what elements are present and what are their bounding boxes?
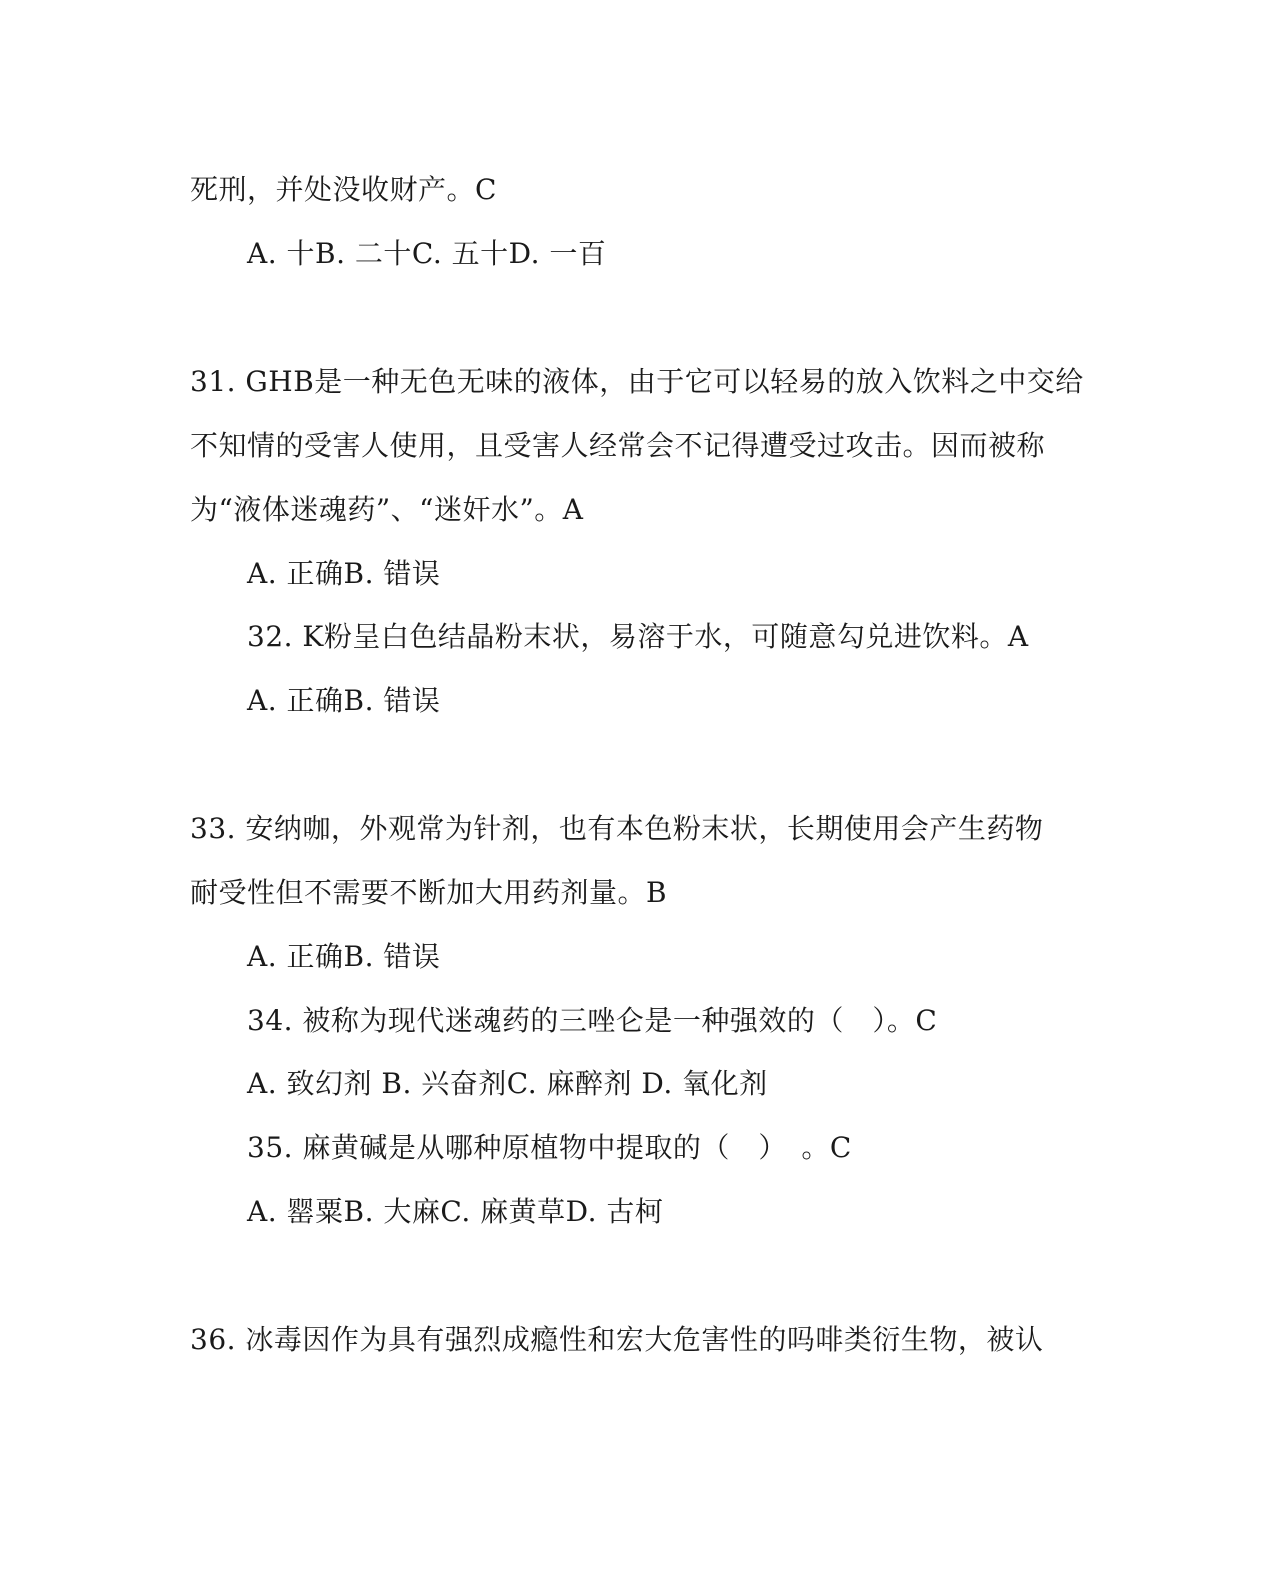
options-line: A. 正确B. 错误 (247, 557, 441, 590)
question-31-line-1: 31. GHB是一种无色无味的液体，由于它可以轻易的放入饮料之中交给 (190, 365, 1084, 398)
question-33-line-2: 耐受性但不需要不断加大用药剂量。B (190, 876, 668, 909)
options-line: A. 十B. 二十C. 五十D. 一百 (247, 237, 607, 270)
question-36-line-1: 36. 冰毒因作为具有强烈成瘾性和宏大危害性的吗啡类衍生物，被认 (190, 1323, 1044, 1356)
options-line: A. 正确B. 错误 (247, 940, 441, 973)
question-31-line-3: 为“液体迷魂药”、“迷奸水”。A (190, 493, 584, 526)
question-34: 34. 被称为现代迷魂药的三唑仑是一种强效的（ ）。C (247, 1004, 938, 1037)
options-line: A. 罂粟B. 大麻C. 麻黄草D. 古柯 (247, 1195, 664, 1228)
options-line: A. 正确B. 错误 (247, 684, 441, 717)
options-line: A. 致幻剂 B. 兴奋剂C. 麻醉剂 D. 氧化剂 (247, 1067, 768, 1100)
text-line-death-penalty: 死刑，并处没收财产。C (190, 173, 497, 206)
question-31-line-2: 不知情的受害人使用，且受害人经常会不记得遭受过攻击。因而被称 (190, 429, 1046, 462)
question-35: 35. 麻黄碱是从哪种原植物中提取的（ ） 。C (247, 1131, 852, 1164)
question-32: 32. K粉呈白色结晶粉末状，易溶于水，可随意勾兑进饮料。A (247, 620, 1029, 653)
question-33-line-1: 33. 安纳咖，外观常为针剂，也有本色粉末状，长期使用会产生药物 (190, 812, 1044, 845)
